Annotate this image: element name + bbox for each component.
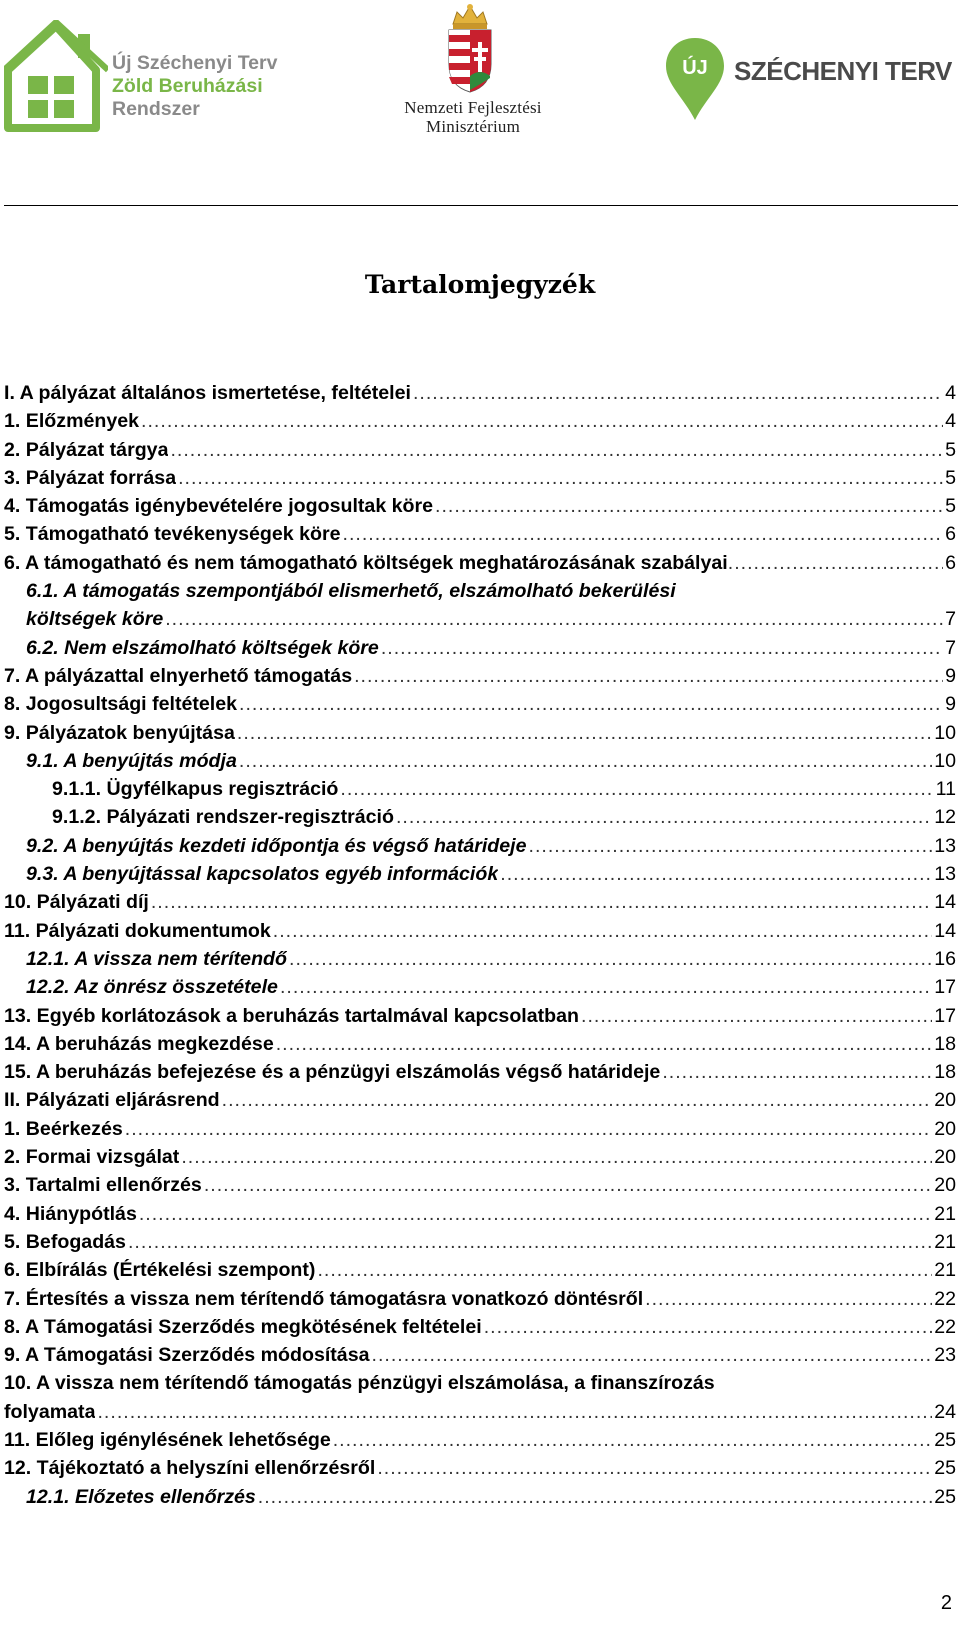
toc-entry-page: 4 <box>945 410 956 433</box>
toc-dot-leader <box>331 1429 932 1452</box>
toc-entry-label: 2. Pályázat tárgya <box>4 438 169 461</box>
toc-entry-label: 6. A támogatható és nem támogatható költségek meghatározásának szabályai <box>4 551 728 574</box>
toc-entry-page: 12 <box>934 806 956 829</box>
toc-dot-leader <box>202 1174 932 1197</box>
toc-dot-leader <box>163 608 943 631</box>
toc-entry-label: 6.1. A támogatás szempontjából elismerhető, elszámolható bekerülési <box>26 580 676 603</box>
toc-entry[interactable] <box>4 1288 956 1316</box>
toc-dot-leader <box>126 1231 932 1254</box>
toc-entry-label: 7. Értesítés a vissza nem térítendő támogatásra vonatkozó döntésről <box>4 1287 644 1310</box>
toc-dot-leader <box>315 1259 932 1282</box>
logo-left-line1: Új Széchenyi Terv <box>112 52 278 74</box>
toc-entry[interactable] <box>4 920 956 948</box>
toc-entry-page: 25 <box>934 1457 956 1480</box>
toc-entry[interactable] <box>4 1486 956 1514</box>
toc-entry-page: 9 <box>945 664 956 687</box>
toc-entry-page: 10 <box>934 721 956 744</box>
toc-entry-label: 6. Elbírálás (Értékelési szempont) <box>4 1259 316 1282</box>
page-number: 2 <box>940 1592 952 1614</box>
toc-entry-page: 17 <box>934 976 956 999</box>
toc-entry[interactable] <box>4 693 956 721</box>
toc-entry-label: 12.2. Az önrész összetétele <box>26 976 278 999</box>
toc-dot-leader <box>179 1146 932 1169</box>
toc-entry-label: 11. Pályázati dokumentumok <box>4 919 271 942</box>
toc-entry[interactable] <box>4 608 956 636</box>
toc-entry-page: 23 <box>934 1344 956 1367</box>
header-divider <box>4 205 958 206</box>
toc-entry[interactable] <box>4 1174 956 1202</box>
toc-entry-page: 9 <box>945 693 956 716</box>
toc-entry-page: 13 <box>934 834 956 857</box>
toc-entry-page: 18 <box>934 1061 956 1084</box>
toc-dot-leader <box>168 439 943 462</box>
toc-dot-leader <box>278 976 932 999</box>
toc-entry-page: 20 <box>934 1089 956 1112</box>
toc-entry-label: 1. Előzmények <box>4 410 140 433</box>
toc-entry[interactable] <box>4 1118 956 1146</box>
toc-dot-leader <box>287 948 932 971</box>
toc-dot-leader <box>123 1118 932 1141</box>
toc-entry[interactable] <box>4 1033 956 1061</box>
toc-entry-page: 24 <box>934 1400 956 1423</box>
toc-entry[interactable] <box>4 1429 956 1457</box>
logo-center-line1: Nemzeti Fejlesztési <box>404 98 542 117</box>
toc-entry-page: 21 <box>934 1259 956 1282</box>
toc-dot-leader <box>482 1316 933 1339</box>
toc-entry-page: 16 <box>934 947 956 970</box>
toc-dot-leader <box>95 1401 932 1424</box>
toc-entry[interactable] <box>4 1344 956 1372</box>
toc-entry[interactable] <box>4 382 956 410</box>
toc-dot-leader <box>137 1203 932 1226</box>
toc-entry-label: 4. Hiánypótlás <box>4 1202 137 1225</box>
toc-dot-leader <box>728 552 943 575</box>
toc-entry-page: 10 <box>934 749 956 772</box>
toc-entry[interactable] <box>4 410 956 438</box>
toc-entry[interactable] <box>4 1259 956 1287</box>
toc-entry-label: költségek köre <box>26 608 164 631</box>
toc-entry[interactable] <box>4 467 956 495</box>
toc-entry-page: 20 <box>934 1146 956 1169</box>
toc-entry-label: 9.2. A benyújtás kezdeti időpontja és végső határideje <box>26 834 527 857</box>
logo-right-text: SZÉCHENYI TERV <box>734 56 952 86</box>
toc-dot-leader <box>235 722 932 745</box>
toc-entry[interactable] <box>4 778 956 806</box>
toc-entry-page: 5 <box>945 495 956 518</box>
toc-dot-leader <box>579 1005 932 1028</box>
toc-entry-label: 3. Pályázat forrása <box>4 466 177 489</box>
toc-entry-page: 5 <box>945 438 956 461</box>
toc-dot-leader <box>139 410 943 433</box>
toc-dot-leader <box>498 863 932 886</box>
toc-entry-label: 2. Formai vizsgálat <box>4 1146 180 1169</box>
toc-entry-label: 12.1. Előzetes ellenőrzés <box>26 1485 256 1508</box>
toc-entry[interactable] <box>4 1146 956 1174</box>
toc-entry-page: 7 <box>945 608 956 631</box>
toc-entry[interactable] <box>4 835 956 863</box>
toc-entry[interactable] <box>4 750 956 778</box>
toc-entry-page: 20 <box>934 1117 956 1140</box>
pin-text: ÚJ <box>682 57 708 79</box>
toc-dot-leader <box>271 920 932 943</box>
toc-entry[interactable] <box>4 665 956 693</box>
toc-entry-label: 7. A pályázattal elnyerhető támogatás <box>4 664 353 687</box>
toc-entry-label: 11. Előleg igénylésének lehetősége <box>4 1428 331 1451</box>
nfm-logo <box>378 2 568 138</box>
toc-entry-label: 3. Tartalmi ellenőrzés <box>4 1174 202 1197</box>
toc-entry-page: 13 <box>934 863 956 886</box>
logo-left-line3: Rendszer <box>112 98 200 120</box>
toc-entry-label: 12. Tájékoztató a helyszíni ellenőrzésről <box>4 1457 376 1480</box>
toc-dot-leader <box>176 467 943 490</box>
uszt-zold-beruhazasi-logo <box>4 14 304 134</box>
logo-center-line2: Minisztérium <box>426 117 520 136</box>
toc-entry-page: 4 <box>945 382 956 404</box>
toc-entry-label: II. Pályázati eljárásrend <box>4 1089 220 1112</box>
uj-szechenyi-terv-logo <box>664 36 954 126</box>
toc-entry-label: 6.2. Nem elszámolható költségek köre <box>26 636 379 659</box>
toc-dot-leader <box>338 778 933 801</box>
toc-entry-page: 17 <box>934 1004 956 1027</box>
toc-dot-leader <box>527 835 933 858</box>
toc-entry[interactable] <box>4 863 956 891</box>
table-of-contents <box>4 382 956 1514</box>
toc-dot-leader <box>411 382 943 405</box>
toc-dot-leader <box>375 1457 932 1480</box>
toc-entry-label: 15. A beruházás befejezése és a pénzügyi elszámolás végső határideje <box>4 1061 661 1084</box>
toc-entry-label: 8. Jogosultsági feltételek <box>4 693 238 716</box>
hungarian-coat-of-arms-icon <box>443 2 497 94</box>
toc-entry[interactable] <box>4 1231 956 1259</box>
toc-entry-label: 4. Támogatás igénybevételére jogosultak köre <box>4 495 434 518</box>
toc-entry[interactable] <box>4 580 956 608</box>
toc-dot-leader <box>274 1033 932 1056</box>
toc-entry-label: 12.1. A vissza nem térítendő <box>26 947 287 970</box>
toc-entry-page: 22 <box>934 1315 956 1338</box>
toc-entry-page: 25 <box>934 1428 956 1451</box>
toc-dot-leader <box>433 495 943 518</box>
logo-left-line2: Zöld Beruházási <box>112 75 263 97</box>
toc-entry-page: 6 <box>945 551 956 574</box>
toc-entry-label: 5. Támogatható tevékenységek köre <box>4 523 341 546</box>
green-house-icon <box>4 20 108 132</box>
toc-entry[interactable] <box>4 1457 956 1485</box>
toc-entry[interactable] <box>4 1005 956 1033</box>
toc-dot-leader <box>660 1061 932 1084</box>
toc-entry-label: 9.1.1. Ügyfélkapus regisztráció <box>52 778 339 801</box>
toc-entry-page: 6 <box>945 523 956 546</box>
toc-entry[interactable] <box>4 722 956 750</box>
map-pin-icon <box>664 36 726 122</box>
toc-entry[interactable] <box>4 1203 956 1231</box>
toc-dot-leader <box>256 1486 932 1509</box>
toc-dot-leader <box>237 693 943 716</box>
toc-entry[interactable] <box>4 1089 956 1117</box>
toc-dot-leader <box>352 665 943 688</box>
toc-entry-label: 9. A Támogatási Szerződés módosítása <box>4 1344 370 1367</box>
toc-entry-page: 14 <box>934 891 956 914</box>
toc-entry-label: 8. A Támogatási Szerződés megkötésének feltételei <box>4 1315 482 1338</box>
toc-entry[interactable] <box>4 1316 956 1344</box>
toc-entry[interactable] <box>4 637 956 665</box>
toc-entry-page: 20 <box>934 1174 956 1197</box>
toc-entry-label: 10. A vissza nem térítendő támogatás pénzügyi elszámolása, a finanszírozás <box>4 1372 715 1395</box>
toc-entry-page: 21 <box>934 1230 956 1253</box>
toc-entry[interactable] <box>4 1401 956 1429</box>
toc-dot-leader <box>237 750 932 773</box>
toc-dot-leader <box>370 1344 933 1367</box>
toc-dot-leader <box>341 523 944 546</box>
toc-entry-label: 1. Beérkezés <box>4 1117 123 1140</box>
toc-entry[interactable] <box>4 948 956 976</box>
toc-entry-label: 13. Egyéb korlátozások a beruházás tartalmával kapcsolatban <box>4 1004 579 1027</box>
toc-entry-label: 5. Befogadás <box>4 1230 126 1253</box>
toc-entry[interactable] <box>4 552 956 580</box>
toc-entry-page: 22 <box>934 1287 956 1310</box>
toc-entry-page: 21 <box>934 1202 956 1225</box>
toc-entry-page: 18 <box>934 1032 956 1055</box>
toc-entry-page: 14 <box>934 919 956 942</box>
toc-dot-leader <box>643 1288 932 1311</box>
toc-entry[interactable] <box>4 523 956 551</box>
toc-entry-label: I. A pályázat általános ismertetése, feltételei <box>4 382 411 404</box>
toc-entry-label: 9.3. A benyújtással kapcsolatos egyéb információk <box>26 863 499 886</box>
toc-entry[interactable] <box>4 976 956 1004</box>
toc-entry[interactable] <box>4 495 956 523</box>
toc-dot-leader <box>394 806 932 829</box>
toc-entry-page: 25 <box>934 1485 956 1508</box>
toc-dot-leader <box>379 637 943 660</box>
toc-entry-page: 7 <box>945 636 956 659</box>
toc-entry-label: 14. A beruházás megkezdése <box>4 1032 274 1055</box>
page-title: Tartalomjegyzék <box>364 270 596 299</box>
page-header <box>0 0 960 140</box>
toc-entry-label: 9.1. A benyújtás módja <box>26 749 237 772</box>
toc-entry-label: folyamata <box>4 1400 96 1423</box>
toc-entry-label: 9.1.2. Pályázati rendszer-regisztráció <box>52 806 394 829</box>
toc-entry-label: 10. Pályázati díj <box>4 891 149 914</box>
toc-dot-leader <box>220 1089 933 1112</box>
toc-entry[interactable] <box>4 891 956 919</box>
toc-dot-leader <box>149 891 932 914</box>
toc-entry[interactable] <box>4 1372 956 1400</box>
toc-entry[interactable] <box>4 1061 956 1089</box>
toc-entry-page: 5 <box>945 466 956 489</box>
toc-entry-page: 11 <box>935 778 956 801</box>
toc-entry-label: 9. Pályázatok benyújtása <box>4 721 235 744</box>
toc-entry[interactable] <box>4 806 956 834</box>
toc-entry[interactable] <box>4 439 956 467</box>
